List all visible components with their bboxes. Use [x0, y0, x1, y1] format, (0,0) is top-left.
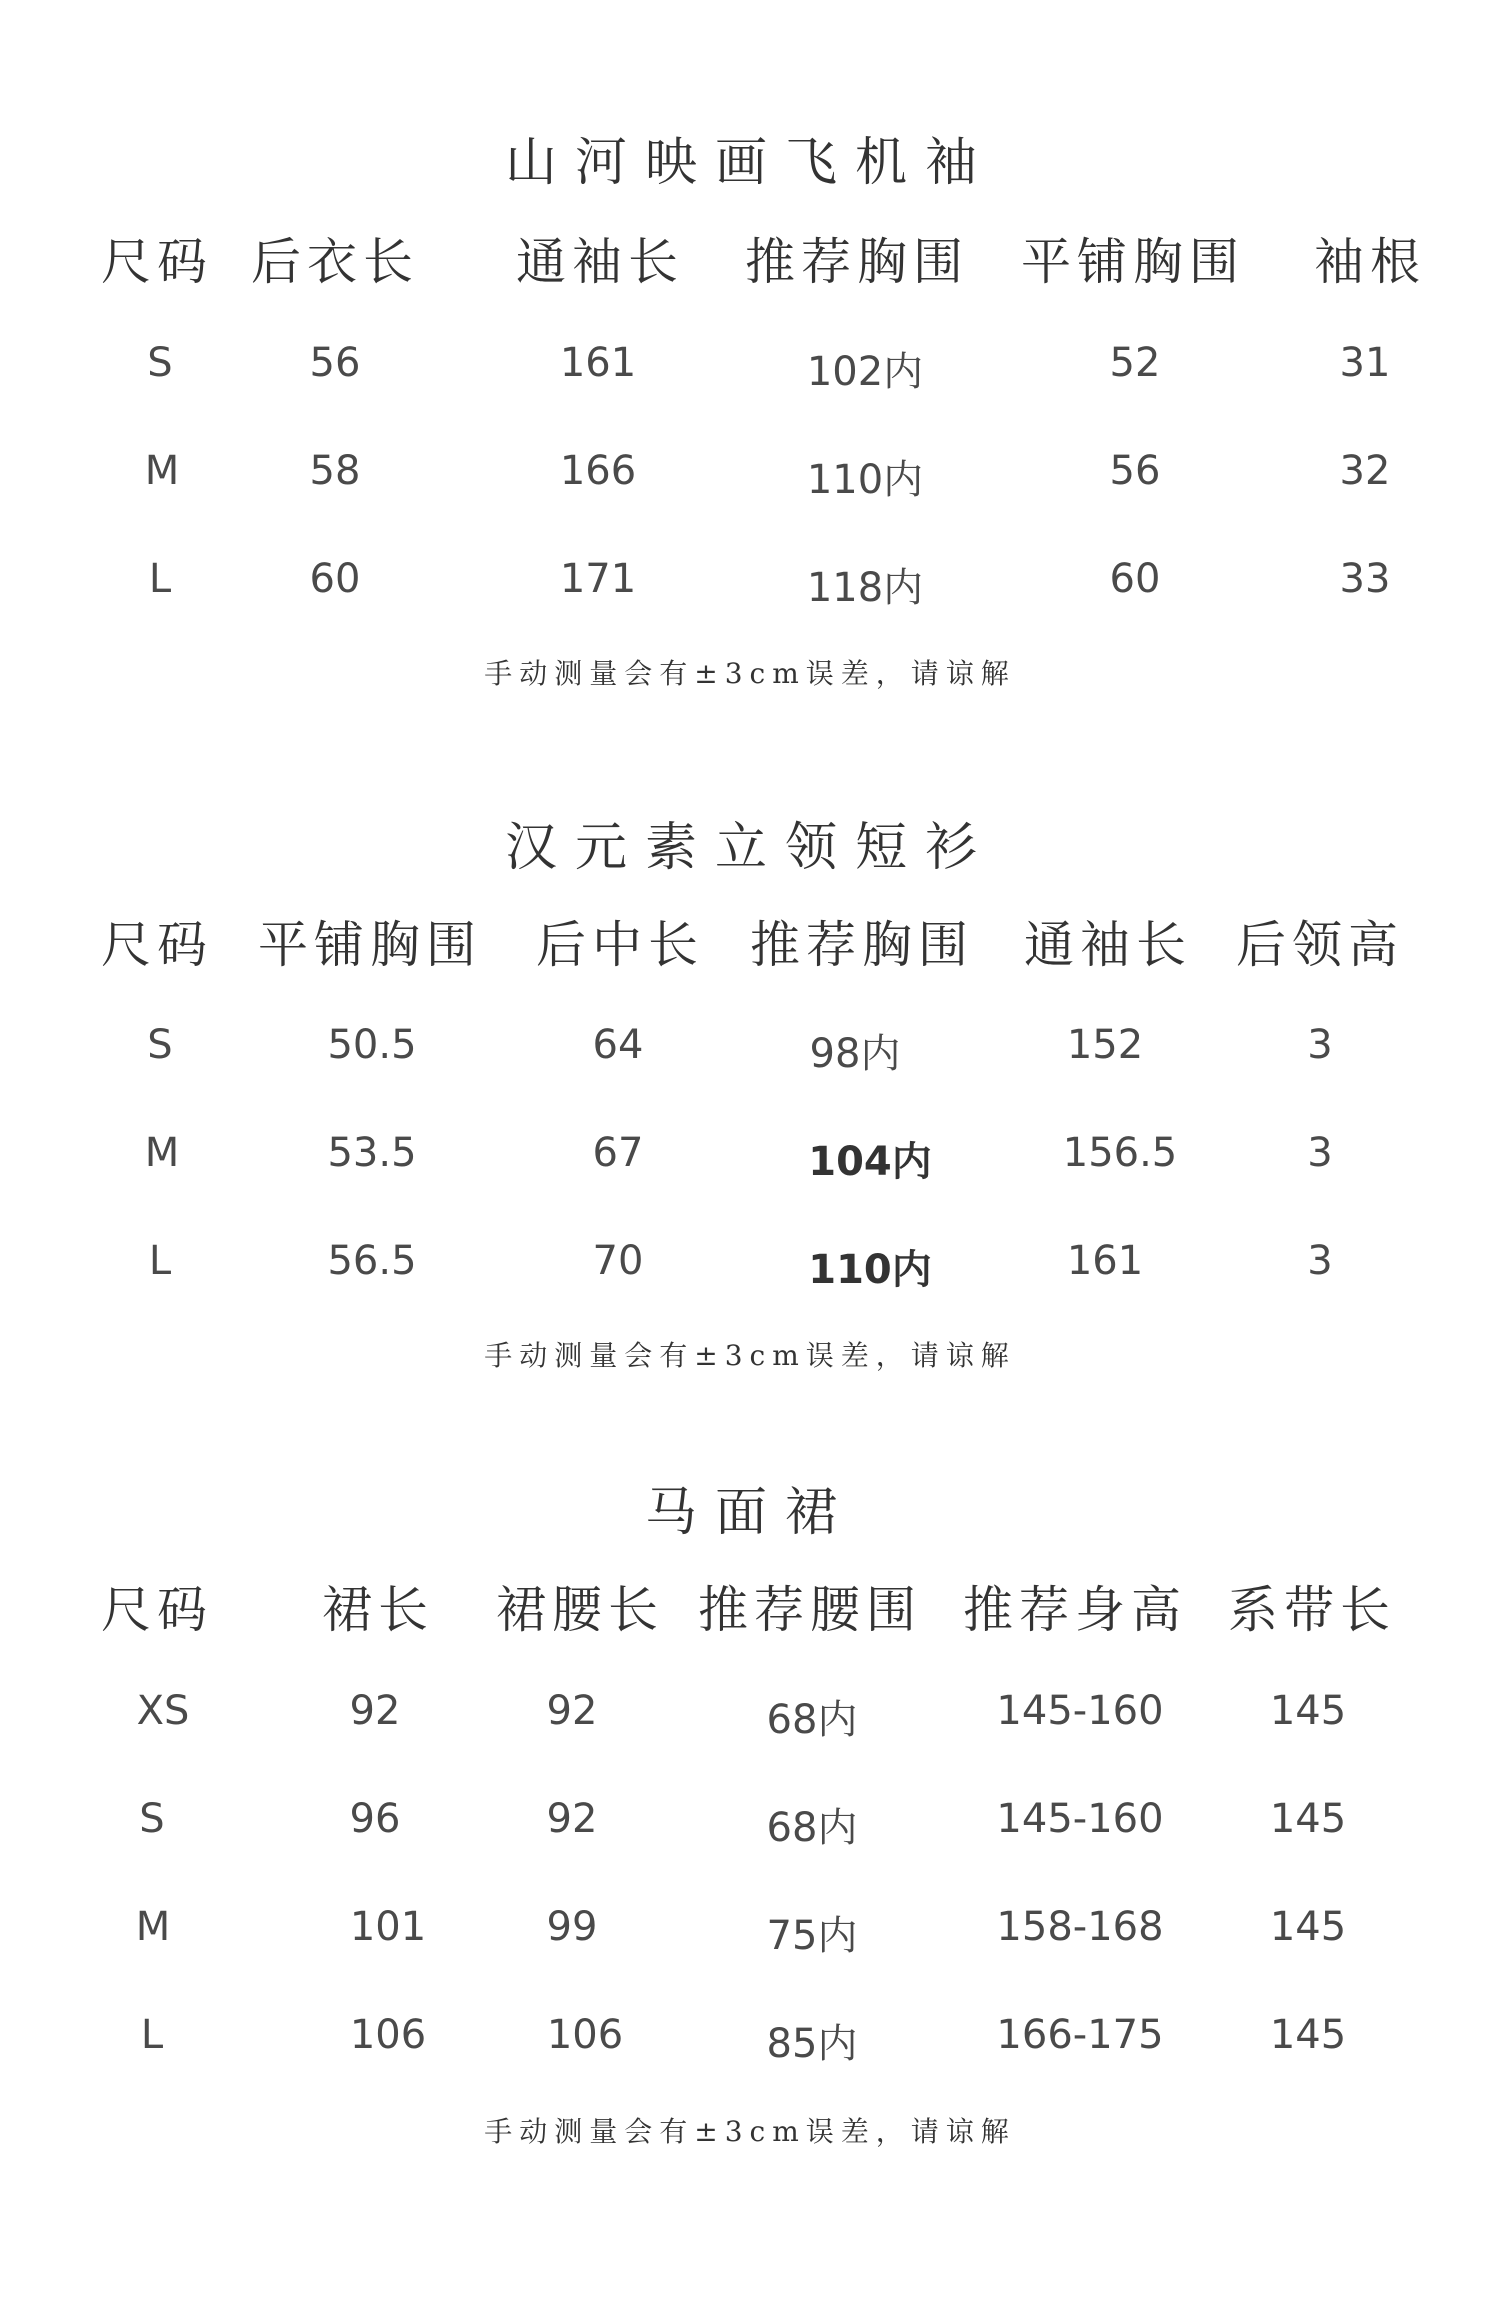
- header-cell: 系带长: [1228, 1581, 1396, 1639]
- table-cell: 106: [349, 2012, 427, 2058]
- table-cell: 145: [1269, 2012, 1347, 2058]
- table-row: [0, 1688, 1500, 1758]
- table-cell: M: [135, 1904, 171, 1950]
- header-cell: 裙腰长: [496, 1581, 664, 1639]
- table-cell: XS: [136, 1688, 190, 1734]
- section-title: 汉元素立领短衫: [504, 818, 995, 878]
- table-cell: 118内: [806, 565, 924, 611]
- table-row: [0, 1238, 1500, 1308]
- table-cell: 110内: [806, 457, 924, 503]
- table-row: [0, 1904, 1500, 1974]
- measurement-note: 手动测量会有±3cm误差，请谅解: [484, 1339, 1016, 1372]
- table-cell: 101: [349, 1904, 427, 1950]
- table-cell: 56.5: [327, 1238, 417, 1284]
- header-cell: 推荐腰围: [698, 1581, 922, 1639]
- table-cell: L: [140, 2012, 164, 2058]
- table-cell: 33: [1339, 556, 1391, 602]
- table-cell: 52: [1109, 340, 1161, 386]
- table-cell: 96: [349, 1796, 401, 1842]
- table-cell: 171: [559, 556, 637, 602]
- table-cell: S: [147, 1022, 173, 1068]
- measurement-note: 手动测量会有±3cm误差，请谅解: [484, 2115, 1016, 2148]
- table-cell: 145-160: [996, 1688, 1164, 1734]
- table-cell: 104内: [808, 1139, 932, 1185]
- table-cell: 156.5: [1062, 1130, 1178, 1176]
- table-cell: 145: [1269, 1796, 1347, 1842]
- table-cell: 32: [1339, 448, 1391, 494]
- table-cell: 161: [1066, 1238, 1144, 1284]
- table-row: [0, 1022, 1500, 1092]
- table-cell: 64: [592, 1022, 644, 1068]
- table-cell: 145: [1269, 1688, 1347, 1734]
- table-cell: 31: [1339, 340, 1391, 386]
- header-cell: 通袖长: [516, 233, 684, 291]
- measurement-note: 手动测量会有±3cm误差，请谅解: [484, 657, 1016, 690]
- table-cell: 3: [1307, 1238, 1333, 1284]
- table-header: [0, 1570, 1500, 1640]
- table-cell: M: [144, 448, 180, 494]
- table-cell: 53.5: [327, 1130, 417, 1176]
- table-cell: L: [148, 1238, 172, 1284]
- section-title: 马面裙: [644, 1483, 855, 1543]
- header-cell: 平铺胸围: [258, 916, 482, 974]
- table-cell: 3: [1307, 1130, 1333, 1176]
- table-cell: 102内: [806, 349, 924, 395]
- table-cell: 92: [546, 1796, 598, 1842]
- table-cell: 68内: [766, 1805, 858, 1851]
- table-row: [0, 556, 1500, 626]
- header-cell: 后中长: [536, 916, 704, 974]
- table-cell: 85内: [766, 2021, 858, 2067]
- table-cell: 3: [1307, 1022, 1333, 1068]
- table-cell: M: [144, 1130, 180, 1176]
- table-cell: 67: [592, 1130, 644, 1176]
- table-cell: 58: [309, 448, 361, 494]
- table-cell: 158-168: [996, 1904, 1164, 1950]
- table-cell: 106: [546, 2012, 624, 2058]
- table-cell: L: [148, 556, 172, 602]
- table-cell: 56: [309, 340, 361, 386]
- table-header: [0, 905, 1500, 975]
- table-cell: 70: [592, 1238, 644, 1284]
- header-cell: 推荐胸围: [745, 233, 969, 291]
- header-cell: 后衣长: [251, 233, 419, 291]
- section-title: 山河映画飞机袖: [504, 133, 995, 193]
- table-cell: 145: [1269, 1904, 1347, 1950]
- table-cell: S: [139, 1796, 165, 1842]
- table-cell: 92: [546, 1688, 598, 1734]
- table-cell: 56: [1109, 448, 1161, 494]
- header-cell: 尺码: [101, 233, 213, 291]
- header-cell: 推荐胸围: [750, 916, 974, 974]
- table-cell: 98内: [809, 1031, 901, 1077]
- table-cell: 166: [559, 448, 637, 494]
- table-row: [0, 1130, 1500, 1200]
- header-cell: 尺码: [101, 1581, 213, 1639]
- header-cell: 推荐身高: [963, 1581, 1187, 1639]
- table-header: [0, 222, 1500, 292]
- table-cell: 161: [559, 340, 637, 386]
- header-cell: 后领高: [1236, 916, 1404, 974]
- table-row: [0, 1796, 1500, 1866]
- header-cell: 袖根: [1314, 233, 1426, 291]
- table-cell: 110内: [808, 1247, 932, 1293]
- table-cell: 75内: [766, 1913, 858, 1959]
- header-cell: 裙长: [322, 1581, 434, 1639]
- table-cell: 50.5: [327, 1022, 417, 1068]
- table-row: [0, 2012, 1500, 2082]
- table-cell: 60: [1109, 556, 1161, 602]
- header-cell: 通袖长: [1024, 916, 1192, 974]
- table-cell: 92: [349, 1688, 401, 1734]
- header-cell: 尺码: [101, 916, 213, 974]
- table-cell: 166-175: [996, 2012, 1164, 2058]
- table-cell: 60: [309, 556, 361, 602]
- table-cell: S: [147, 340, 173, 386]
- table-cell: 68内: [766, 1697, 858, 1743]
- table-cell: 99: [546, 1904, 598, 1950]
- header-cell: 平铺胸围: [1021, 233, 1245, 291]
- table-cell: 152: [1066, 1022, 1144, 1068]
- table-row: [0, 340, 1500, 410]
- table-cell: 145-160: [996, 1796, 1164, 1842]
- table-row: [0, 448, 1500, 518]
